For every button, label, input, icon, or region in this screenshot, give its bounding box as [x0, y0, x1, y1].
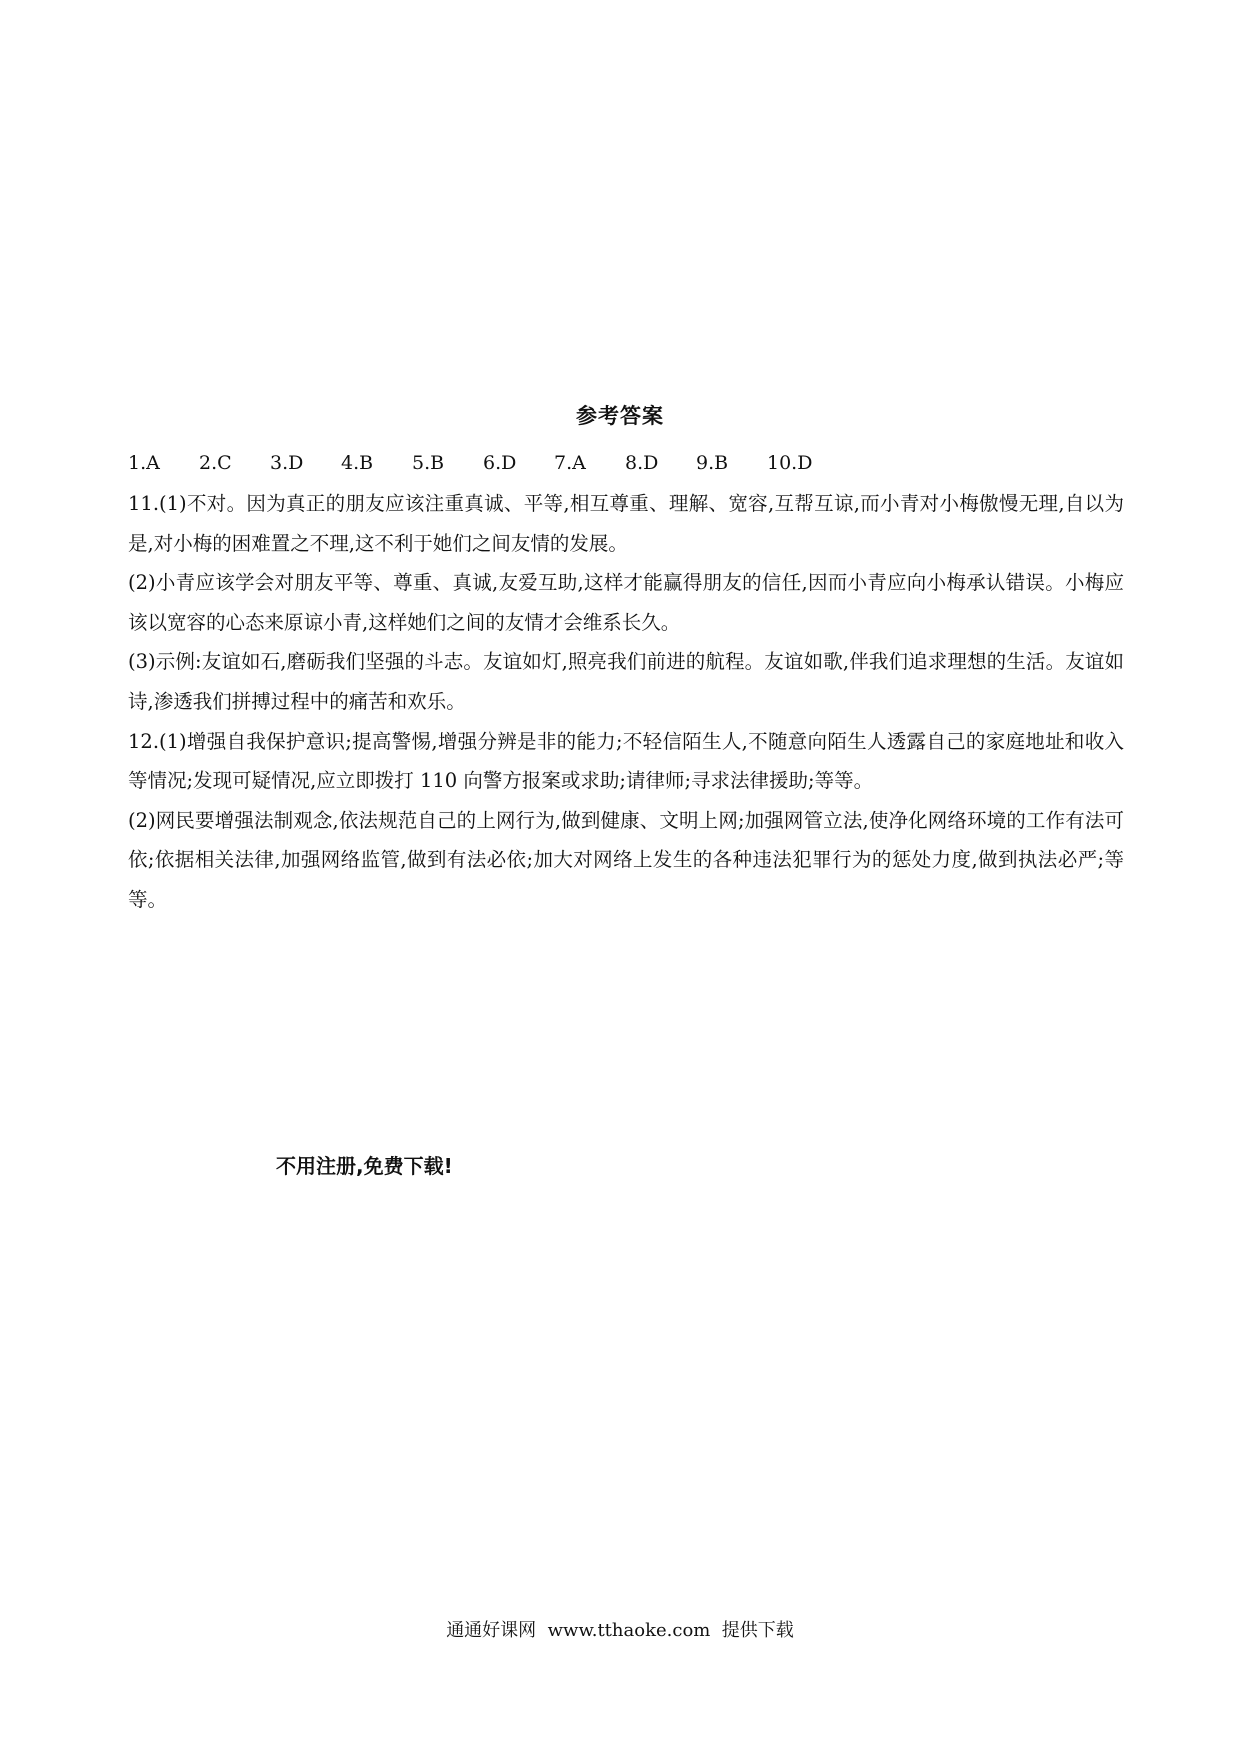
- choice-answer: 10.D: [767, 452, 813, 474]
- choice-answer: 7.A: [554, 452, 586, 474]
- choice-answer: 4.B: [341, 452, 374, 474]
- choice-answer: 1.A: [128, 452, 160, 474]
- page-title: 参考答案: [576, 404, 664, 428]
- choice-answers-row: [128, 452, 1128, 474]
- footer-site-name: 通通好课网: [446, 1620, 537, 1641]
- answer-paragraph: (2)网民要增强法制观念,依法规范自己的上网行为,做到健康、文明上网;加强网管立法,使净化网络环境的工作有法可依;依据相关法律,加强网络监管,做到有法必依;加大对网络上发生的各种违法犯罪行为的惩处力度,做到执法必严;等等。: [128, 808, 1124, 911]
- answer-paragraph: 12.(1)增强自我保护意识;提高警惕,增强分辨是非的能力;不轻信陌生人,不随意向陌生人透露自己的家庭地址和收入等情况;发现可疑情况,应立即拨打 110 向警方报案或求助;请律师;寻求法律援助;等等。: [128, 729, 1124, 793]
- promo-text: 不用注册,免费下载!: [276, 1154, 453, 1178]
- answer-paragraph: (3)示例:友谊如石,磨砺我们坚强的斗志。友谊如灯,照亮我们前进的航程。友谊如歌,伴我们追求理想的生活。友谊如诗,渗透我们拼搏过程中的痛苦和欢乐。: [128, 650, 1124, 713]
- answer-body: [128, 484, 1124, 920]
- answer-paragraph: (2)小青应该学会对朋友平等、尊重、真诚,友爱互助,这样才能赢得朋友的信任,因而小青应向小梅承认错误。小梅应该以宽容的心态来原谅小青,这样她们之间的友情才会维系长久。: [128, 571, 1124, 634]
- choice-answer: 6.D: [483, 452, 517, 474]
- page-footer: [0, 1616, 1240, 1642]
- choice-answer: 9.B: [696, 452, 729, 474]
- choice-answer: 3.D: [270, 452, 304, 474]
- footer-suffix: 提供下载: [721, 1620, 794, 1641]
- choice-answer: 2.C: [199, 452, 232, 474]
- answer-paragraph: 11.(1)不对。因为真正的朋友应该注重真诚、平等,相互尊重、理解、宽容,互帮互谅,而小青对小梅傲慢无理,自以为是,对小梅的困难置之不理,这不利于她们之间友情的发展。: [128, 492, 1124, 555]
- choice-answer: 8.D: [625, 452, 659, 474]
- choice-answer: 5.B: [412, 452, 445, 474]
- footer-url-link[interactable]: www.tthaoke.com: [547, 1620, 711, 1641]
